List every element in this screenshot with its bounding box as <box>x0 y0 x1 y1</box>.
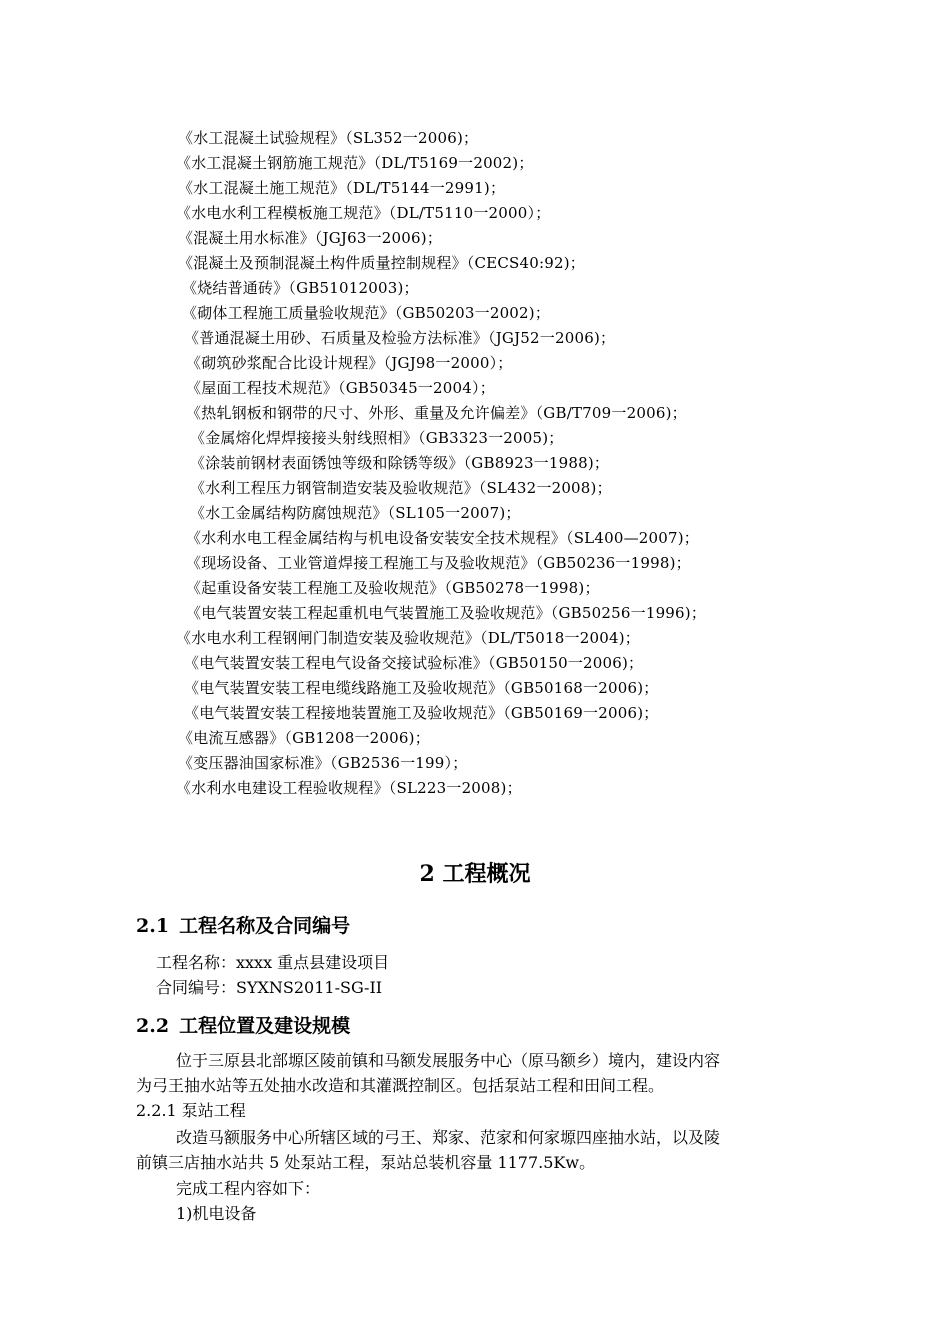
standard-item: 《砌体工程施工质量验收规范》（GB50203一2002)； <box>182 304 551 322</box>
standard-item: 《变压器油国家标准》（GB2536一199）； <box>178 754 468 772</box>
standard-item: 《水利水电建设工程验收规程》（SL223一2008)； <box>176 779 522 797</box>
paragraph-location-line-2: 为弓王抽水站等五处抽水改造和其灌溉控制区。包括泵站工程和田间工程。 <box>136 1076 665 1095</box>
section-number: 2.2 <box>136 1015 170 1037</box>
standard-item: 《电气装置安装工程接地装置施工及验收规范》（GB50169一2006)； <box>184 704 659 722</box>
paragraph-location-line-1: 位于三原县北部塬区陵前镇和马额发展服务中心（原马额乡）境内，建设内容 <box>176 1051 721 1070</box>
standard-item: 《起重设备安装工程施工及验收规范》（GB50278一1998)； <box>186 579 600 597</box>
contract-number-line: 合同编号：SYXNS2011-SG-II <box>156 978 383 997</box>
chapter-title: 2 工程概况 <box>419 861 531 887</box>
section-number: 2.1 <box>136 915 170 937</box>
standard-item: 《混凝土用水标准》（JGJ63一2006)； <box>178 229 443 247</box>
paragraph-pump-station-line-2: 前镇三店抽水站共 5 处泵站工程，泵站总装机容量 1177.5Kw。 <box>136 1153 596 1172</box>
standard-item: 《烧结普通砖》（GB51012003)； <box>182 279 419 297</box>
standard-item: 《水工金属结构防腐蚀规范》（SL105一2007)； <box>190 504 521 522</box>
standard-item: 《普通混凝土用砂、石质量及检验方法标准》（JGJ52一2006)； <box>184 329 616 347</box>
standard-item: 《涂装前钢材表面锈蚀等级和除锈等级》（GB8923一1988)； <box>190 454 610 472</box>
section-title: 工程位置及建设规模 <box>179 1015 351 1037</box>
standard-item: 《电气装置安装工程电缆线路施工及验收规范》（GB50168一2006)； <box>184 679 659 697</box>
standard-item: 《砌筑砂浆配合比设计规程》（JGJ98一2000）； <box>186 354 513 372</box>
standard-item: 《水工混凝土钢筋施工规范》（DL/T5169一2002)； <box>176 154 534 172</box>
project-name-line: 工程名称：xxxx 重点县建设项目 <box>156 953 390 972</box>
standard-item: 《屋面工程技术规范》（GB50345一2004）； <box>186 379 495 397</box>
paragraph-pump-station-line-1: 改造马额服务中心所辖区域的弓王、郑家、范家和何家塬四座抽水站，以及陵 <box>176 1128 721 1147</box>
standard-item: 《水利水电工程金属结构与机电设备安装安全技术规程》（SL400—2007)； <box>186 529 699 547</box>
section-heading-2-2 <box>136 1012 350 1040</box>
list-item-mechanical-electrical: 1)机电设备 <box>176 1204 257 1223</box>
section-heading-2-1 <box>136 912 350 940</box>
standard-item: 《电气装置安装工程起重机电气装置施工及验收规范》（GB50256一1996)； <box>186 604 707 622</box>
standard-item: 《水工混凝土施工规范》（DL/T5144一2991)； <box>178 179 506 197</box>
section-title: 工程名称及合同编号 <box>179 915 351 937</box>
standard-item: 《金属熔化焊焊接接头射线照相》（GB3323一2005)； <box>190 429 564 447</box>
standard-item: 《水电水利工程模板施工规范》（DL/T5110一2000）； <box>176 204 551 222</box>
standard-item: 《水电水利工程钢闸门制造安装及验收规范》（DL/T5018一2004)； <box>176 629 640 647</box>
standard-item: 《热轧钢板和钢带的尺寸、外形、重量及允许偏差》（GB/T709一2006)； <box>186 404 687 422</box>
subsection-heading-2-2-1: 2.2.1 泵站工程 <box>136 1101 246 1120</box>
standard-item: 《混凝土及预制混凝土构件质量控制规程》（CECS40:92)； <box>178 254 585 272</box>
standard-item: 《水利工程压力钢管制造安装及验收规范》（SL432一2008)； <box>190 479 612 497</box>
standard-item: 《现场设备、工业管道焊接工程施工与及验收规范》（GB50236一1998)； <box>186 554 691 572</box>
standard-item: 《电气装置安装工程电气设备交接试验标准》（GB50150一2006)； <box>184 654 644 672</box>
standard-item: 《水工混凝土试验规程》（SL352一2006)； <box>178 129 479 147</box>
paragraph-work-content: 完成工程内容如下： <box>176 1179 321 1198</box>
standard-item: 《电流互感器》（GB1208一2006)； <box>178 729 430 747</box>
